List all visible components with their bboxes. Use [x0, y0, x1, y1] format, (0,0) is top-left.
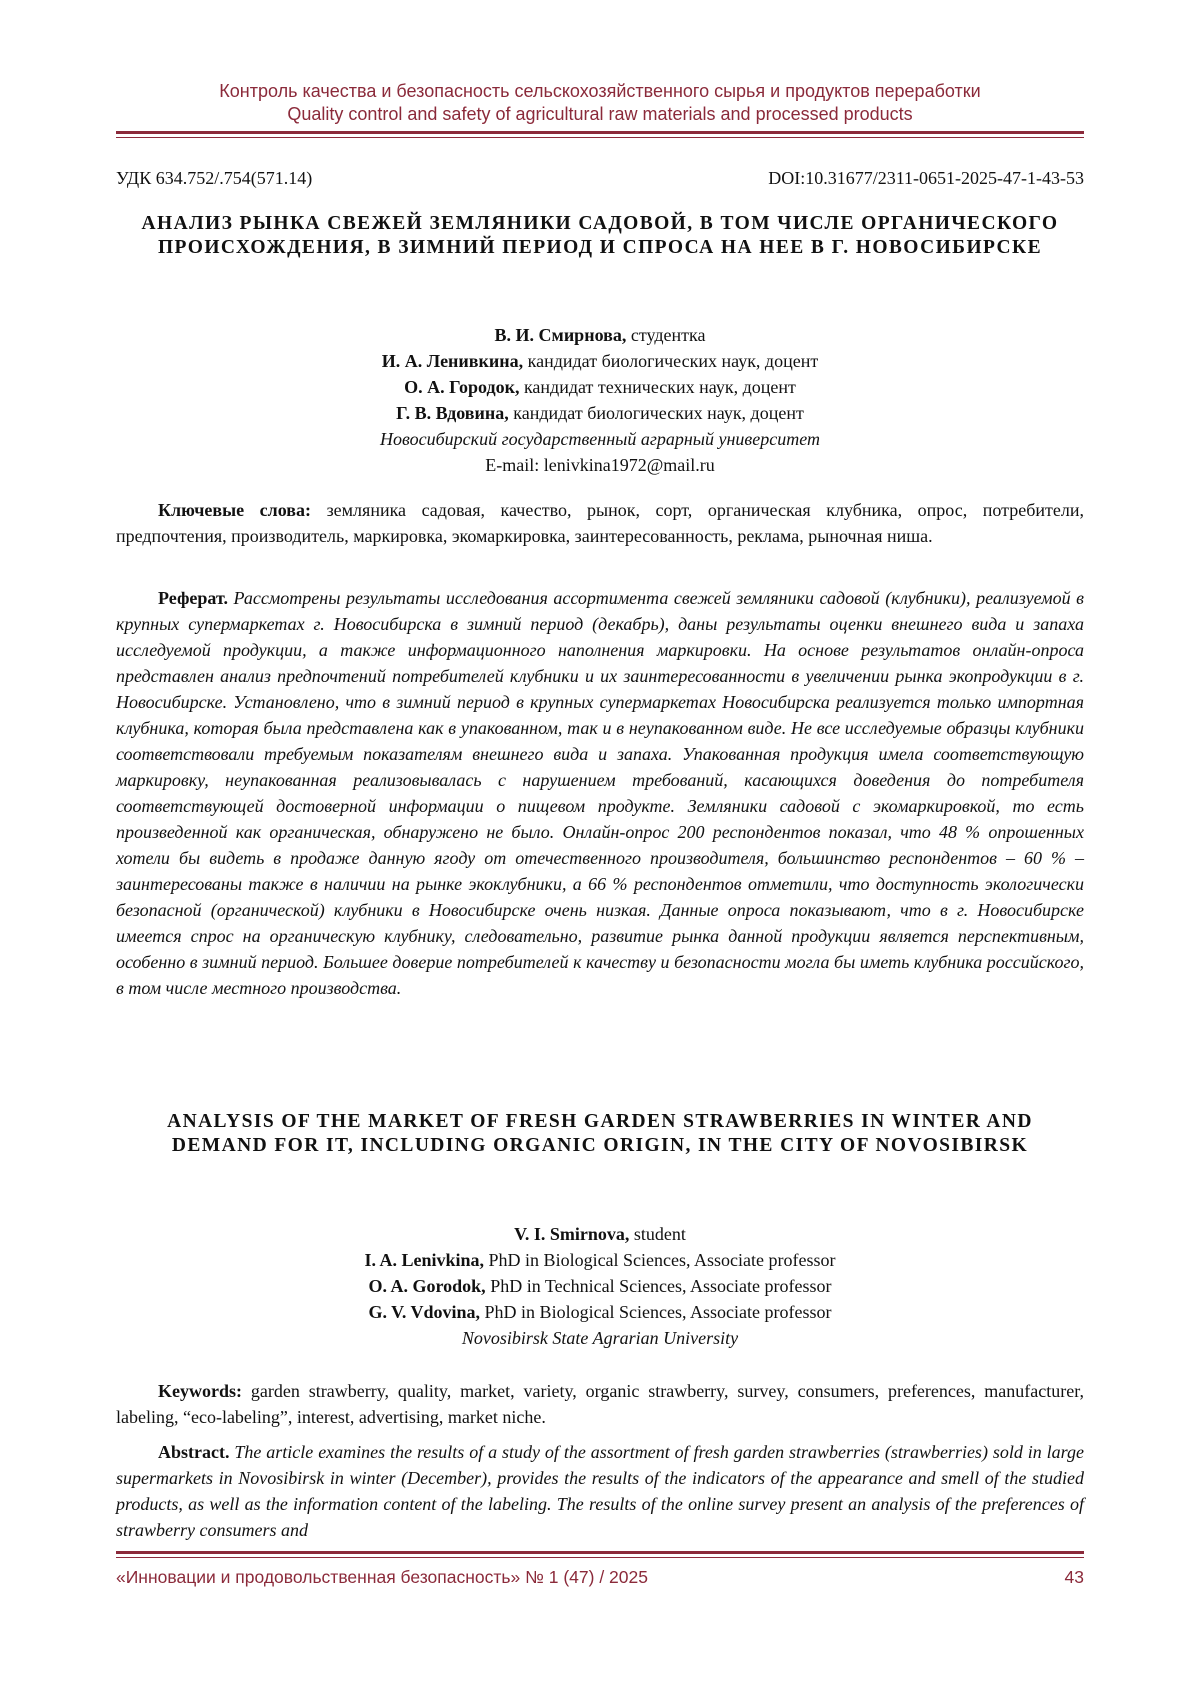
page-number: 43	[1064, 1567, 1084, 1587]
author-name: В. И. Смирнова,	[494, 325, 627, 345]
author-name: О. А. Городок,	[404, 377, 520, 397]
author-line	[116, 1273, 1084, 1299]
authors-en	[116, 1221, 1084, 1351]
author-name: I. A. Lenivkina,	[364, 1250, 485, 1270]
author-role: PhD in Technical Sciences, Associate professor	[485, 1276, 832, 1296]
affiliation-ru: Новосибирский государственный аграрный университет	[380, 429, 820, 449]
author-line	[116, 348, 1084, 374]
author-role: студентка	[626, 325, 706, 345]
title-ru: АНАЛИЗ РЫНКА СВЕЖЕЙ ЗЕМЛЯНИКИ САДОВОЙ, В ТОМ ЧИСЛЕ ОРГАНИЧЕСКОГО ПРОИСХОЖДЕНИЯ, В ЗИМНИЙ ПЕРИОД И СПРОСА НА НЕЕ В Г. НОВОСИБИРСКЕ	[141, 213, 1059, 258]
author-role: кандидат технических наук, доцент	[519, 377, 796, 397]
journal-name: «Инновации и продовольственная безопасность» № 1 (47) / 2025	[116, 1567, 648, 1587]
footer-rule-thin	[116, 1557, 1084, 1558]
abstract-label: Abstract.	[158, 1442, 230, 1462]
author-line	[116, 1247, 1084, 1273]
author-line	[116, 1299, 1084, 1325]
header-rule-thick	[116, 131, 1084, 134]
abstract-en	[116, 1439, 1084, 1543]
running-head-ru: Контроль качества и безопасность сельскохозяйственного сырья и продуктов переработки	[219, 81, 981, 101]
author-name: Г. В. Вдовина,	[396, 403, 509, 423]
keywords-text: garden strawberry, quality, market, variety, organic strawberry, survey, consumers, preferences, manufacturer, labeling, “eco-labeling”, interest, advertising, market niche.	[116, 1381, 1084, 1427]
author-role: кандидат биологических наук, доцент	[508, 403, 804, 423]
affiliation-en: Novosibirsk State Agrarian University	[461, 1328, 739, 1348]
running-head	[116, 80, 1084, 126]
author-line	[116, 374, 1084, 400]
udk-code: УДК 634.752/.754(571.14)	[116, 168, 313, 188]
abstract-ru	[116, 585, 1084, 1001]
abstract-label: Реферат.	[158, 588, 228, 608]
author-line	[116, 1221, 1084, 1247]
keywords-ru	[116, 497, 1084, 549]
author-name: V. I. Smirnova,	[514, 1224, 630, 1244]
author-role: кандидат биологических наук, доцент	[523, 351, 819, 371]
title-en: ANALYSIS OF THE MARKET OF FRESH GARDEN STRAWBERRIES IN WINTER AND DEMAND FOR IT, INCLUDING ORGANIC ORIGIN, IN THE CITY OF NOVOSIBIRSK	[167, 1111, 1033, 1156]
header-rule-thin	[116, 137, 1084, 138]
author-line	[116, 400, 1084, 426]
author-name: G. V. Vdovina,	[368, 1302, 481, 1322]
footer-rule-thick	[116, 1551, 1084, 1554]
author-name: И. А. Ленивкина,	[381, 351, 524, 371]
running-head-en: Quality control and safety of agricultural raw materials and processed products	[287, 104, 913, 124]
keywords-label: Ключевые слова:	[158, 500, 312, 520]
doi: DOI:10.31677/2311-0651-2025-47-1-43-53	[768, 168, 1084, 188]
page-footer	[116, 1566, 1084, 1588]
identifier-row	[116, 167, 1084, 189]
contact-email: E-mail: lenivkina1972@mail.ru	[485, 455, 715, 475]
keywords-label: Keywords:	[158, 1381, 242, 1401]
authors-ru	[116, 322, 1084, 478]
abstract-text: The article examines the results of a study of the assortment of fresh garden strawberries (strawberries) sold in large supermarkets in Novosibirsk in winter (December), provides the results of the indicators of the appearance and smell of the studied products, as well as the information content of the labeling. The results of the online survey present an analysis of the preferences of strawberry consumers and	[116, 1442, 1084, 1540]
author-role: student	[629, 1224, 686, 1244]
keywords-text: земляника садовая, качество, рынок, сорт, органическая клубника, опрос, потребители, предпочтения, производитель, маркировка, экомаркировка, заинтересованность, реклама, рыночная ниша.	[116, 500, 1084, 546]
author-role: PhD in Biological Sciences, Associate professor	[480, 1302, 832, 1322]
keywords-en	[116, 1378, 1084, 1430]
author-line	[116, 322, 1084, 348]
author-name: O. A. Gorodok,	[368, 1276, 486, 1296]
abstract-text: Рассмотрены результаты исследования ассортимента свежей земляники садовой (клубники), реализуемой в крупных супермаркетах г. Новосибирска в зимний период (декабрь), даны результаты оценки внешнего вида и запаха исследуемой продукции, а также информационного наполнения маркировки. На основе результатов онлайн-опроса представлен анализ предпочтений потребителей клубники и их заинтересованности в увеличении рынка экопродукции в г. Новосибирске. Установлено, что в зимний период в крупных супермаркетах Новосибирска реализуется только импортная клубника, которая была представлена как в упакованном, так и в неупакованном виде. Не все исследуемые образцы клубники соответствовали требуемым показателям внешнего вида и запаха. Упакованная продукция имела соответствующую маркировку, неупакованная реализовывалась с нарушением требований, касающихся доведения до потребителя соответствующей достоверной информации о пищевом продукте. Земляники садовой с экомаркировкой, то есть произведенной как органическая, обнаружено не было. Онлайн-опрос 200 респондентов показал, что 48 % опрошенных хотели бы видеть в продаже данную ягоду от отечественного производителя, большинство респондентов – 60 % – заинтересованы также в наличии на рынке экоклубники, а 66 % респондентов отметили, что доступность экологически безопасной (органической) клубники в Новосибирске очень низкая. Данные опроса показывают, что в г. Новосибирске имеется спрос на органическую клубнику, следовательно, развитие рынка данной продукции является перспективным, особенно в зимний период. Большее доверие потребителей к качеству и безопасности могла бы иметь клубника российского, в том числе местного производства.	[116, 588, 1084, 998]
author-role: PhD in Biological Sciences, Associate professor	[484, 1250, 836, 1270]
